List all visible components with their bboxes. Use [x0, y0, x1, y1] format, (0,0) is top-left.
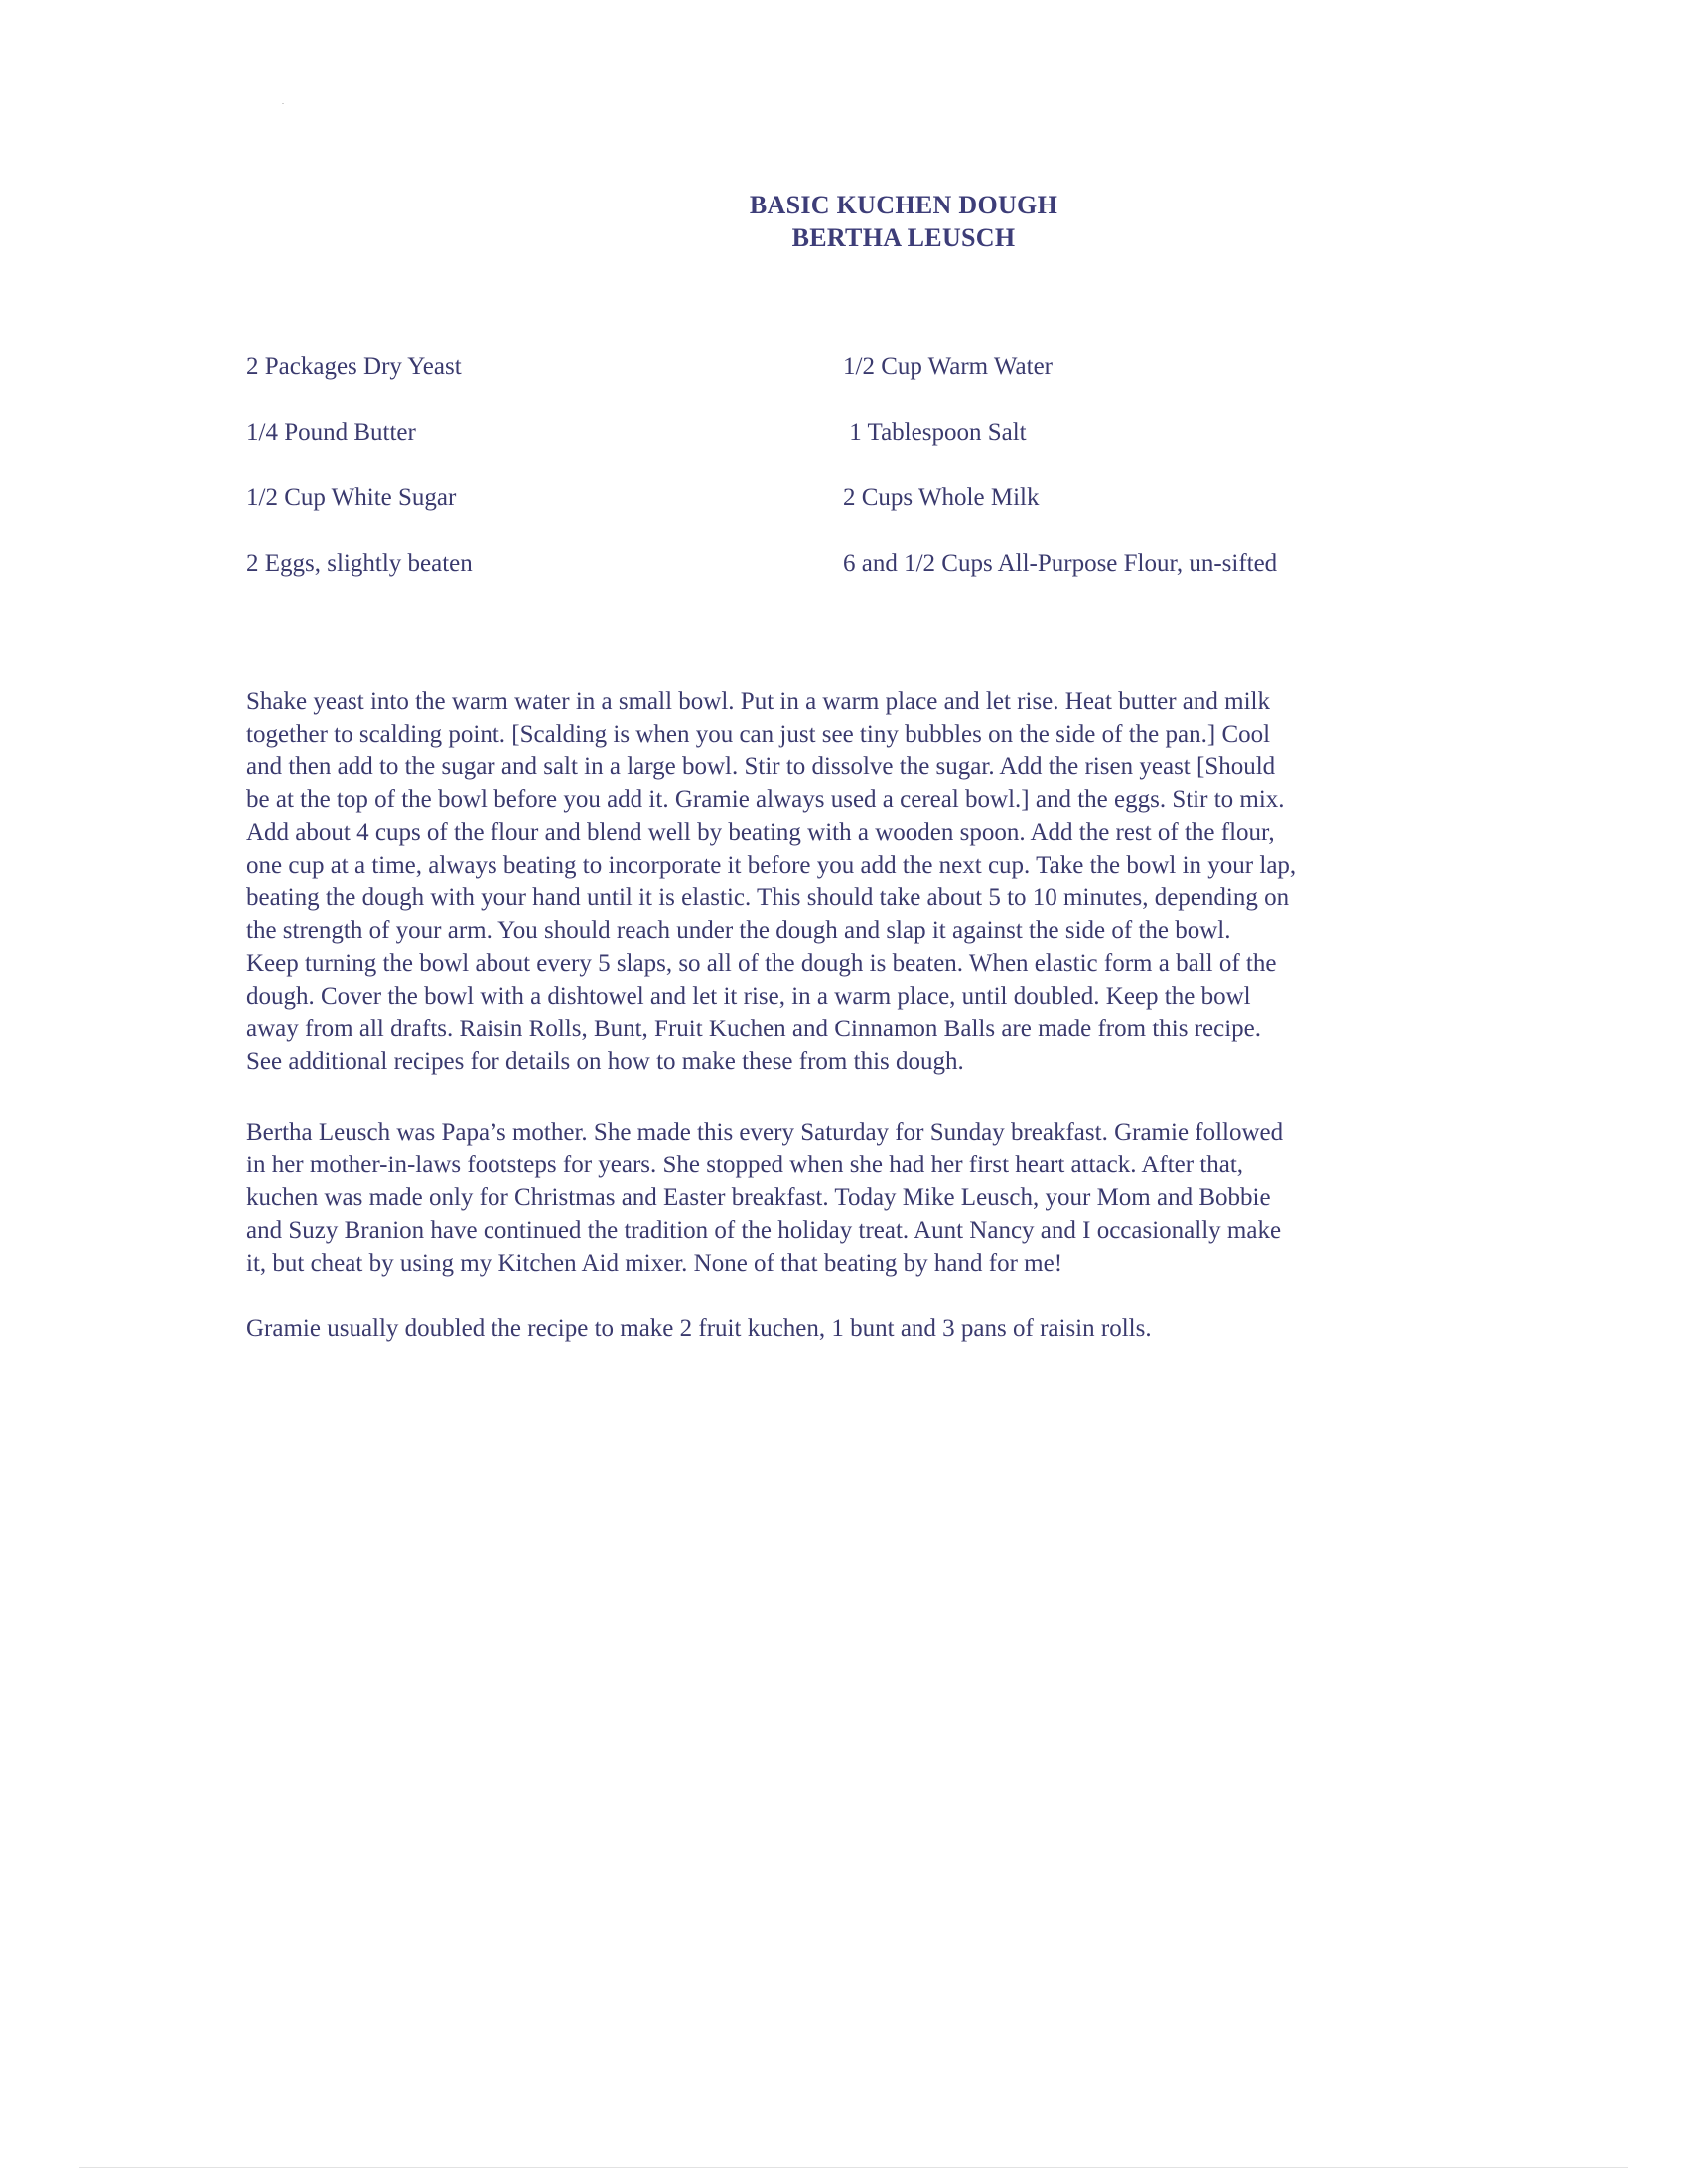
recipe-title-line1: BASIC KUCHEN DOUGH: [749, 191, 1058, 219]
text-line: beating the dough with your hand until it is elastic. This should take about 5 to 10 minutes, depending on: [246, 885, 1290, 911]
text-line: Bertha Leusch was Papa’s mother. She made this every Saturday for Sunday breakfast. Gramie followed: [246, 1119, 1284, 1146]
ingredient-row: [246, 484, 1438, 550]
ingredient-item: 2 Packages Dry Yeast: [246, 353, 462, 380]
text-line: Gramie usually doubled the recipe to make 2 fruit kuchen, 1 bunt and 3 pans of raisin rolls.: [246, 1315, 1152, 1342]
ingredient-item: 1/4 Pound Butter: [246, 419, 416, 446]
text-line: Keep turning the bowl about every 5 slaps, so all of the dough is beaten. When elastic form a ball of the: [246, 950, 1277, 977]
recipe-title: [0, 189, 1688, 254]
text-line: together to scalding point. [Scalding is when you can just see tiny bubbles on the side of the pan.] Cool: [246, 721, 1271, 748]
ingredient-item: 6 and 1/2 Cups All-Purpose Flour, un-sifted: [843, 550, 1278, 577]
ingredient-item: 2 Eggs, slightly beaten: [246, 550, 473, 577]
scan-speck: [282, 103, 284, 104]
ingredient-row: [246, 419, 1438, 484]
text-line: dough. Cover the bowl with a dishtowel and let it rise, in a warm place, until doubled. Keep the bowl: [246, 983, 1251, 1010]
text-line: away from all drafts. Raisin Rolls, Bunt, Fruit Kuchen and Cinnamon Balls are made from this recipe.: [246, 1016, 1262, 1042]
text-line: and Suzy Branion have continued the tradition of the holiday treat. Aunt Nancy and I occasionally make: [246, 1217, 1282, 1244]
ingredient-row: [246, 550, 1438, 615]
text-line: it, but cheat by using my Kitchen Aid mixer. None of that beating by hand for me!: [246, 1250, 1063, 1277]
instructions-paragraph: [246, 685, 1458, 1078]
text-line: and then add to the sugar and salt in a large bowl. Stir to dissolve the sugar. Add the risen yeast [Should: [246, 753, 1276, 780]
text-line: Add about 4 cups of the flour and blend well by beating with a wooden spoon. Add the rest of the flour,: [246, 819, 1275, 846]
text-line: See additional recipes for details on how to make these from this dough.: [246, 1048, 964, 1075]
recipe-author: BERTHA LEUSCH: [791, 223, 1016, 252]
text-line: Shake yeast into the warm water in a small bowl. Put in a warm place and let rise. Heat butter and milk: [246, 688, 1270, 715]
ingredient-list: [246, 353, 1438, 615]
scan-edge-line: [79, 2167, 1628, 2168]
ingredient-item: 1/2 Cup Warm Water: [843, 353, 1053, 380]
ingredient-item: 1 Tablespoon Salt: [843, 419, 1027, 446]
ingredient-item: 2 Cups Whole Milk: [843, 484, 1040, 511]
text-line: be at the top of the bowl before you add it. Gramie always used a cereal bowl.] and the eggs. Stir to mix.: [246, 786, 1285, 813]
ingredient-item: 1/2 Cup White Sugar: [246, 484, 457, 511]
note-paragraph: [246, 1312, 1458, 1345]
ingredient-row: [246, 353, 1438, 419]
text-line: kuchen was made only for Christmas and Easter breakfast. Today Mike Leusch, your Mom and Bobbie: [246, 1184, 1271, 1211]
text-line: one cup at a time, always beating to incorporate it before you add the next cup. Take the bowl in your lap,: [246, 852, 1297, 879]
text-line: the strength of your arm. You should reach under the dough and slap it against the side of the bowl.: [246, 917, 1231, 944]
text-line: in her mother-in-laws footsteps for years. She stopped when she had her first heart attack. After that,: [246, 1152, 1244, 1178]
history-paragraph: [246, 1116, 1458, 1280]
